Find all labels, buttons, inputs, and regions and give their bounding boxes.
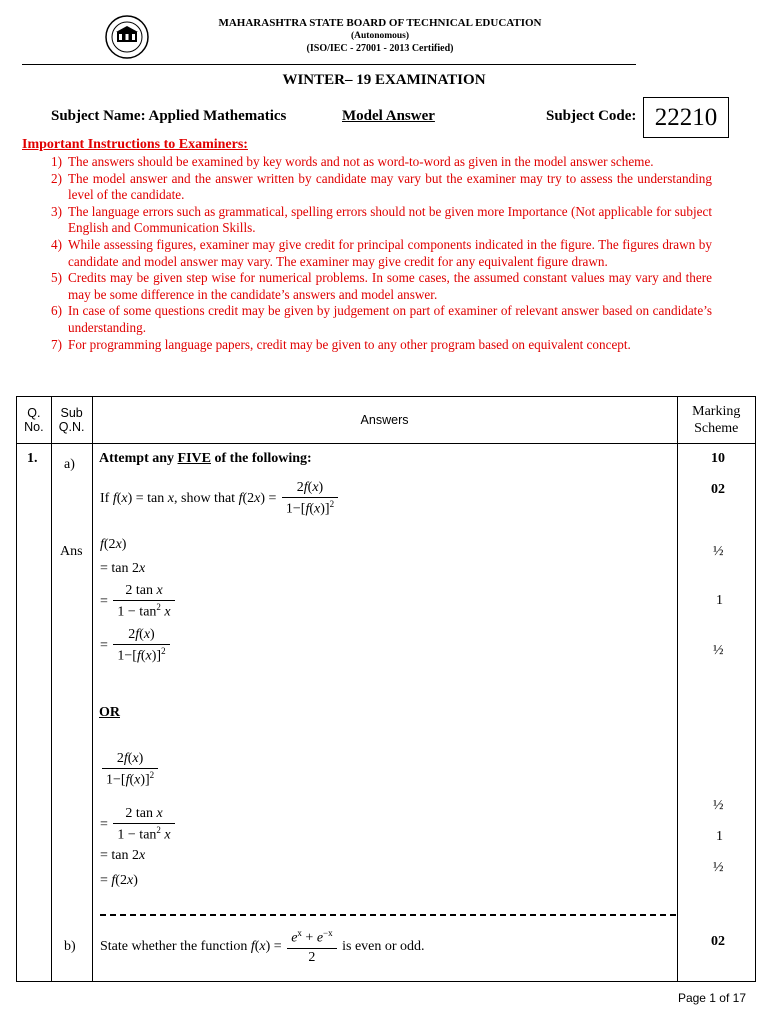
subq-b-label: b) (64, 939, 76, 954)
certification-label: (ISO/IEC - 27001 - 2013 Certified) (306, 43, 454, 54)
step-tan-fraction: = $\frac{\text{2 tan x}}{1 - \tan^2 x}$ (100, 583, 177, 621)
q1a-marks: 02 (711, 482, 725, 497)
q1b-question: State whether the function f(x) = $\frac{e^x + e^{-x}}{2}$ is even or odd. (100, 928, 425, 965)
subject-code-box: 22210 (643, 97, 729, 138)
subject-name: Subject Name: Applied Mathematics (51, 108, 287, 124)
instructions-list (22, 154, 712, 353)
step-f2x: f(2x) (100, 537, 127, 552)
section-separator (100, 914, 676, 916)
instruction-item: 2) The model answer and the answer written by candidate may vary but the examiner may try to assess the understanding level of the candidate. (51, 170, 712, 203)
exam-title: WINTER– 19 EXAMINATION (282, 72, 486, 88)
subq-a-label: a) (64, 457, 75, 472)
instructions-title: Important Instructions to Examiners: (22, 137, 248, 152)
instruction-item: 6) In case of some questions credit may be given by judgement on part of examiner of relevant answer based on candidate’s understanding. (51, 303, 712, 335)
msbte-logo (104, 14, 150, 60)
step-tan2x: = tan 2x (100, 561, 146, 576)
qno-cell (17, 444, 52, 982)
subject-code-label: Subject Code: (546, 108, 637, 124)
alt-tan-fraction: = $\frac{\text{2 tan x}}{1 - \tan^2 x}$ (100, 806, 177, 844)
q1-instruction: Attempt any FIVE of the following: (99, 451, 312, 466)
col-header-answers: Answers (92, 397, 677, 444)
q1b-marks: 02 (711, 934, 725, 949)
instruction-item: 5) Credits may be given step wise for numerical problems. In some cases, the assumed constant values may vary and there may be some difference in the candidate’s answers and model answer. (51, 270, 712, 302)
step-mark: ½ (713, 798, 724, 813)
header-divider (22, 64, 636, 65)
or-label: OR (99, 705, 120, 720)
col-header-qno: Q. No. (17, 397, 52, 444)
ans-label: Ans (60, 544, 83, 559)
marking-cell (677, 444, 756, 982)
step-mark: ½ (713, 860, 724, 875)
instruction-item: 1) The answers should be examined by key words and not as word-to-word as given in the model answer scheme. (51, 154, 654, 169)
subqn-cell (51, 444, 92, 982)
page-number: Page 1 of 17 (677, 991, 746, 1005)
col-header-subqn: Sub Q.N. (51, 397, 92, 444)
autonomous-label: (Autonomous) (350, 31, 410, 41)
alt-f-fraction: $\frac{2f(x)}{1-[f(x)]^2}$ (100, 751, 160, 789)
answers-cell (92, 444, 677, 982)
question-number: 1. (27, 451, 38, 466)
col-header-marking: Marking Scheme (677, 397, 756, 444)
instruction-item: 3) The language errors such as grammatical, spelling errors should not be given more Importance (Not applicable for subject English and Communication Skills. (51, 203, 712, 236)
instruction-item: 7) For programming language papers, credit may be given to any other program based on equivalent concept. (51, 336, 631, 352)
q1-total-marks: 10 (711, 451, 725, 466)
step-mark: 1 (716, 829, 723, 844)
step-mark: 1 (716, 593, 723, 608)
model-answer-label: Model Answer (342, 108, 435, 124)
q1a-question: If f(x) = tan x, show that f(2x) = $\frac{2f(x)}{1-[f(x)]^2}$ (100, 480, 340, 518)
step-f-fraction: = $\frac{2f(x)}{1-[f(x)]^2}$ (100, 627, 172, 665)
board-name: MAHARASHTRA STATE BOARD OF TECHNICAL EDUCATION (218, 17, 542, 29)
instruction-item: 4) While assessing figures, examiner may give credit for principal components indicated in the figure. The figures drawn by candidate and model answer may vary. The examiner may give credit for any equivalent figure drawn. (51, 236, 712, 269)
step-mark: ½ (713, 643, 724, 658)
alt-tan2x: = tan 2x (100, 848, 146, 863)
step-mark: ½ (713, 544, 724, 559)
alt-f2x: = f(2x) (100, 873, 138, 888)
